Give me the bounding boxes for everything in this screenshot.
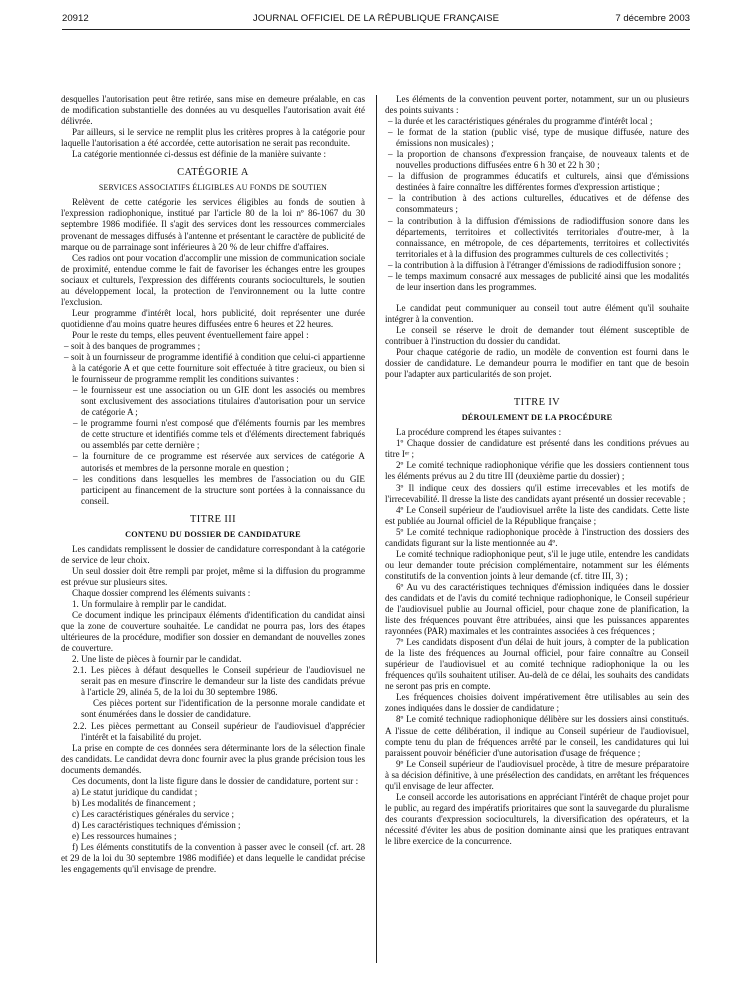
- procedure-step: 3º Il indique ceux des dossiers qu'il estime irrecevables et les motifs de l'irrecevabilité. Il dresse la liste des candidats ayant présenté un dossier recevable ;: [385, 482, 689, 504]
- numbered-item: 1. Un formulaire à remplir par le candidat.: [72, 599, 227, 610]
- left-column: [61, 94, 365, 875]
- paragraph: Par ailleurs, si le service ne remplit plus les critères propres à la catégorie pour laquelle l'autorisation a été accordée, cette autorisation ne serait pas reconduite.: [61, 127, 365, 149]
- paragraph: Relèvent de cette catégorie les services éligibles au fonds de soutien à l'expression radiophonique, institué par l'article 80 de la loi nº 86-1067 du 30 septembre 1986 modifiée. Il s'agit des services dont les ressources commerciales provenant de messages diffusés à l'antenne et présentant le caractère de publicité de marque ou de parrainage sont inférieures à 20 % de leur chiffre d'affaires.: [61, 197, 365, 252]
- page-number: 20912: [62, 13, 89, 24]
- numbered-item: 2. Une liste de pièces à fournir par le candidat.: [72, 654, 242, 665]
- numbered-subitem-note: Ces pièces portent sur l'identification de la personne morale candidate et sont énumérées dans le dossier de candidature.: [81, 698, 365, 720]
- paragraph: Un seul dossier doit être rempli par projet, même si la diffusion du programme est prévue sur plusieurs sites.: [61, 565, 365, 587]
- paragraph: Chaque dossier comprend les éléments suivants :: [72, 587, 251, 598]
- lettered-item: b) Les modalités de financement ;: [72, 797, 196, 808]
- list-item: – la diffusion de programmes éducatifs et culturels, ainsi que d'émissions destinées à faire connaître les différentes formes d'expression artistique ;: [388, 171, 689, 193]
- paragraph: Ces documents, dont la liste figure dans le dossier de candidature, portent sur :: [72, 775, 359, 786]
- list-item: – la proportion de chansons d'expression française, de nouveaux talents et de nouvelles productions diffusées entre 6 h 30 et 22 h 30 ;: [388, 149, 689, 171]
- procedure-step: 6º Au vu des caractéristiques techniques d'émission indiquées dans le dossier des candidats et de l'avis du comité technique radiophonique, le Conseil supérieur de l'audiovisuel publie au Journal officiel, pour chaque zone de planification, la liste des fréquences pouvant être attribuées, ainsi que les puissances apparentes rayonnées (PAR) maximales et les contraintes associées à ces fréquences ;: [385, 581, 689, 637]
- lettered-item: f) Les éléments constitutifs de la convention à passer avec le conseil (cf. art. 28 et 29 de la loi du 30 septembre 1986 modifiée) et dans lequelle le candidat précise les engagements qu'il envisage de prendre.: [61, 842, 365, 875]
- sub-list-item: – le programme fourni n'est composé que d'éléments fournis par les membres de cette structure et identifiés comme tels et d'éléments directement fabriqués ou assemblés par cette dernière ;: [73, 418, 365, 451]
- numbered-subitem: 2.2. Les pièces permettant au Conseil supérieur de l'audiovisuel d'apprécier l'intérêt et la faisabilité du projet.: [73, 720, 365, 742]
- sub-list-item: – la fourniture de ce programme est réservée aux services de catégorie A autorisés et membres de la personne morale en question ;: [73, 451, 365, 473]
- title-subheading: DÉROULEMENT DE LA PROCÉDURE: [461, 413, 613, 423]
- paragraph: Le comité technique radiophonique peut, s'il le juge utile, entendre les candidats ou leur demander toute précision complémentaire, notamment sur les éléments constitutifs de la convention joints à leur demande (cf. titre III, 3) ;: [385, 548, 689, 581]
- procedure-step: 5º Le comité technique radiophonique procède à l'instruction des dossiers des candidats figurant sur la liste mentionnée au 4º.: [385, 526, 689, 548]
- issue-date: 7 décembre 2003: [615, 13, 690, 24]
- title-heading: TITRE III: [189, 513, 236, 525]
- list-item: – la contribution à la diffusion d'émissions de radiodiffusion sonore dans les départements, territoires et collectivités territoriales d'outre-mer, à la connaissance, en métropole, de ces départements, territoires et collectivités territoriales et à la diffusion des programmes culturels de ces collectivités ;: [388, 215, 689, 259]
- paragraph: Pour le reste du temps, elles peuvent éventuellement faire appel :: [72, 329, 309, 340]
- list-item: – le format de la station (public visé, type de musique diffusée, nature des émissions non musicales) ;: [388, 127, 689, 149]
- journal-title: JOURNAL OFFICIEL DE LA RÉPUBLIQUE FRANÇAISE: [252, 13, 500, 24]
- sub-list-item: – le fournisseur est une association ou un GIE dont les associés ou membres sont exclusivement des associations titulaires d'autorisation pour un service de catégorie A ;: [73, 385, 365, 418]
- page-header: [62, 13, 690, 29]
- column-divider: [376, 95, 377, 963]
- category-subheading: SERVICES ASSOCIATIFS ÉLIGIBLES AU FONDS DE SOUTIEN: [98, 183, 328, 193]
- paragraph: Le candidat peut communiquer au conseil tout autre élément qu'il souhaite intégrer à la convention.: [385, 302, 689, 324]
- list-item: – la durée et les caractéristiques générales du programme d'intérêt local ;: [388, 116, 653, 127]
- paragraph: Les candidats remplissent le dossier de candidature correspondant à la catégorie de service de leur choix.: [61, 543, 365, 565]
- procedure-step: 9º Le Conseil supérieur de l'audiovisuel procède, à titre de mesure préparatoire à sa décision définitive, à une présélection des candidats, en arrêtant les fréquences qu'il envisage de leur affecter.: [385, 758, 689, 791]
- list-item: – soit à des banques de programmes ;: [64, 340, 201, 351]
- paragraph: Le conseil se réserve le droit de demander tout élément susceptible de contribuer à l'instruction du dossier du candidat.: [385, 324, 689, 346]
- lettered-item: c) Les caractéristiques générales du service ;: [72, 808, 235, 819]
- lettered-item: a) Le statut juridique du candidat ;: [72, 786, 198, 797]
- paragraph: Leur programme d'intérêt local, hors publicité, doit représenter une durée quotidienne d'au moins quatre heures diffusées entre 6 heures et 22 heures.: [61, 307, 365, 329]
- procedure-step: 4º Le Conseil supérieur de l'audiovisuel arrête la liste des candidats. Cette liste est publiée au Journal officiel de la République française ;: [385, 504, 689, 526]
- numbered-subitem: 2.1. Les pièces à défaut desquelles le Conseil supérieur de l'audiovisuel ne serait pas en mesure d'inscrire le demandeur sur la liste des candidats prévue à l'article 29, alinéa 5, de la loi du 30 septembre 1986.: [73, 665, 365, 698]
- procedure-step: 1º Chaque dossier de candidature est présenté dans les conditions prévues au titre Iᵉʳ ;: [385, 438, 689, 460]
- paragraph: La prise en compte de ces données sera déterminante lors de la sélection finale des candidats. Le candidat devra donc fournir avec la plus grande précision tous les documents demandés.: [61, 742, 365, 775]
- paragraph: Les éléments de la convention peuvent porter, notamment, sur un ou plusieurs des points suivants :: [385, 94, 689, 116]
- list-item: – le temps maximum consacré aux messages de publicité ainsi que les modalités de leur insertion dans les programmes.: [388, 270, 689, 292]
- paragraph: Ce document indique les principaux éléments d'identification du candidat ainsi que la zone de couverture souhaitée. Le candidat ne pourra pas, lors des étapes ultérieures de la procédure, modifier son dossier en demandant de nouvelles zones de couverture.: [61, 610, 365, 654]
- paragraph: desquelles l'autorisation peut être retirée, sans mise en demeure préalable, en cas de modification substantielle des données au vu desquelles l'autorisation avait été délivrée.: [61, 94, 365, 127]
- right-column: [385, 94, 689, 847]
- paragraph: La catégorie mentionnée ci-dessus est définie de la manière suivante :: [72, 149, 327, 160]
- procedure-step: 2º Le comité technique radiophonique vérifie que les dossiers contiennent tous les éléments prévus au 2 du titre III (deuxième partie du dossier) ;: [385, 460, 689, 482]
- list-item: – la contribution à des actions culturelles, éducatives et de défense des consommateurs ;: [388, 193, 689, 215]
- list-item: – soit à un fournisseur de programme identifié à condition que celui-ci appartienne à la catégorie A et que cette fourniture soit effectuée à titre gracieux, ou bien si le fournisseur de programme remplit les conditions suivantes :: [64, 352, 366, 385]
- sub-list-item: – les conditions dans lesquelles les membres de l'association ou du GIE participent au financement de la structure sont portées à la connaissance du conseil.: [73, 473, 365, 506]
- title-subheading: CONTENU DU DOSSIER DE CANDIDATURE: [125, 529, 301, 539]
- paragraph: Le conseil accorde les autorisations en appréciant l'intérêt de chaque projet pour le public, au regard des impératifs prioritaires que sont la sauvegarde du pluralisme des courants d'expression socioculturels, la diversification des opérateurs, et la nécessité d'éviter les abus de position dominante ainsi que les pratiques entravant le libre exercice de la concurrence.: [385, 791, 689, 846]
- procedure-step: 7º Les candidats disposent d'un délai de huit jours, à compter de la publication de la liste des fréquences au Journal officiel, pour faire connaître au Conseil supérieur de l'audiovisuel et au comité technique radiophonique la ou les fréquences qu'ils souhaitent utiliser. Au-delà de ce délai, les souhaits des candidats ne seront pas pris en compte.: [385, 637, 689, 692]
- category-heading: CATÉGORIE A: [177, 167, 249, 179]
- paragraph: Les fréquences choisies doivent impérativement être utilisables au sein des zones indiquées dans le dossier de candidature ;: [385, 692, 689, 714]
- paragraph: La procédure comprend les étapes suivantes :: [396, 427, 562, 438]
- list-item: – la contribution à la diffusion à l'étranger d'émissions de radiodiffusion sonore ;: [388, 259, 681, 270]
- header-rule: [62, 29, 690, 30]
- title-heading: TITRE IV: [513, 397, 561, 409]
- lettered-item: e) Les ressources humaines ;: [72, 831, 177, 841]
- lettered-item: d) Les caractéristiques techniques d'émission ;: [72, 819, 241, 830]
- procedure-step: 8º Le comité technique radiophonique délibère sur les dossiers ainsi constitués. A l'issue de cette délibération, il indique au Conseil supérieur de l'audiovisuel, compte tenu du plan de fréquences arrêté par le conseil, les candidatures qui lui paraissent pouvoir bénéficier d'une autorisation d'usage de fréquence ;: [385, 714, 689, 758]
- paragraph: Pour chaque catégorie de radio, un modèle de convention est fourni dans le dossier de candidature. Le demandeur pourra le modifier en tant que de besoin pour l'adapter aux particularités de son projet.: [385, 347, 689, 380]
- paragraph: Ces radios ont pour vocation d'accomplir une mission de communication sociale de proximité, entendue comme le fait de favoriser les échanges entre les groupes sociaux et culturels, l'expression des différents courants socioculturels, le soutien au développement local, la protection de l'environnement ou la lutte contre l'exclusion.: [61, 252, 365, 307]
